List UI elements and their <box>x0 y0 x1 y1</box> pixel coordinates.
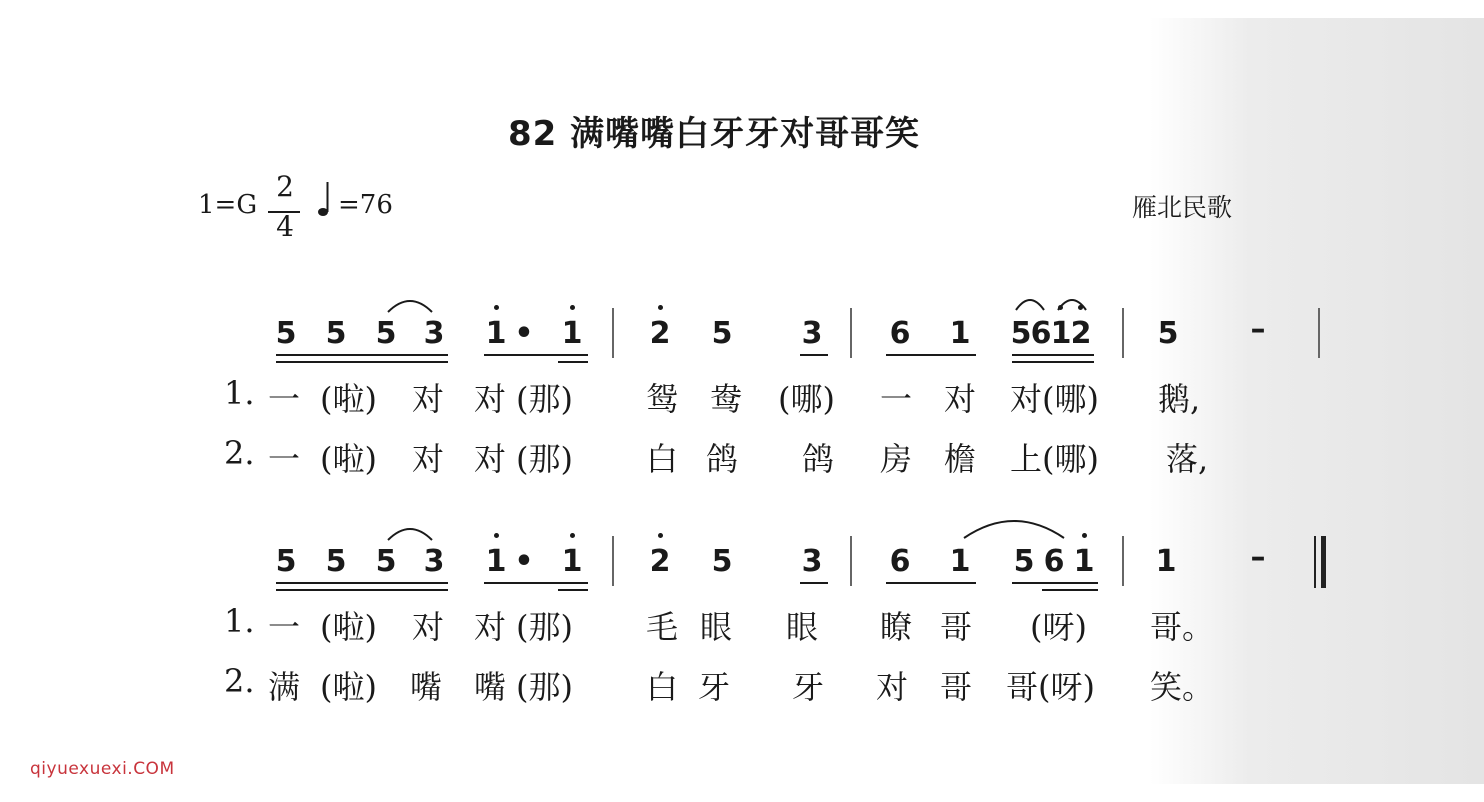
slur <box>964 521 1064 538</box>
lyric-word: 一 <box>268 608 301 646</box>
underline <box>558 589 588 591</box>
bar-line <box>612 308 614 358</box>
lyric-word: 对 <box>474 608 507 646</box>
lyric-word: 一 <box>268 440 301 478</box>
lyric-word: 满 <box>268 668 301 706</box>
underline <box>886 582 976 584</box>
song-title: 82 满嘴嘴白牙牙对哥哥笑 <box>508 114 921 154</box>
slur <box>388 529 432 540</box>
lyric-word: 白 <box>646 440 679 478</box>
final-bar-thin <box>1314 536 1316 588</box>
note: 2 <box>649 544 671 579</box>
lyric-word: (那) <box>516 440 573 478</box>
meter-bottom: 4 <box>276 210 294 243</box>
note: 1 <box>561 544 583 579</box>
lyric-word: 哥(呀) <box>1006 668 1095 706</box>
lyric-word: 瞭 <box>880 608 913 646</box>
octave-dot <box>494 305 499 310</box>
lyric-word: 落, <box>1166 440 1209 478</box>
lyric-word: (啦) <box>320 380 377 418</box>
quarter-note-icon <box>318 178 332 218</box>
verse-number: 2. <box>224 434 255 472</box>
underline <box>484 354 588 356</box>
augmentation-dot: • <box>514 544 534 579</box>
lyric-word: (哪) <box>778 380 835 418</box>
underline <box>800 354 828 356</box>
note: 1 <box>949 544 971 579</box>
dash-hold: – <box>1250 312 1266 347</box>
note: 2 <box>649 316 671 351</box>
key-signature: 1=G <box>198 190 258 220</box>
octave-dot <box>570 305 575 310</box>
note: 5 <box>711 544 733 579</box>
lyric-word: 对 <box>412 380 445 418</box>
lyric-word: 对 <box>876 668 909 706</box>
lyric-word: 对 <box>474 380 507 418</box>
lyric-word: 笑。 <box>1150 668 1215 706</box>
underline <box>276 354 448 356</box>
lyric-word: (那) <box>516 608 573 646</box>
octave-dot <box>658 533 663 538</box>
bar-line <box>1122 536 1124 586</box>
note: 1 <box>561 316 583 351</box>
site-watermark: qiyuexuexi.COM <box>30 759 175 779</box>
verse-number: 2. <box>224 662 255 700</box>
underline <box>484 582 588 584</box>
lyric-word: 眼 <box>786 608 819 646</box>
bar-line <box>850 536 852 586</box>
octave-dot <box>494 533 499 538</box>
lyric-word: 牙 <box>698 668 731 706</box>
note: 6 <box>1030 316 1052 351</box>
bar-line <box>850 308 852 358</box>
underline <box>1012 582 1098 584</box>
octave-dot <box>1082 533 1087 538</box>
note: 5 <box>275 544 297 579</box>
song-source: 雁北民歌 <box>1132 193 1233 222</box>
underline <box>800 582 828 584</box>
note: 5 <box>711 316 733 351</box>
tempo-marking: =76 <box>338 190 393 220</box>
note: 5 <box>375 544 397 579</box>
lyric-word: (啦) <box>320 608 377 646</box>
note: 1 <box>1050 316 1072 351</box>
note: 1 <box>1073 544 1095 579</box>
note: 5 <box>1010 316 1032 351</box>
lyric-word: 一 <box>880 380 913 418</box>
lyric-word: 对 <box>412 440 445 478</box>
note: 5 <box>1157 316 1179 351</box>
octave-dot <box>658 305 663 310</box>
slur <box>388 301 432 312</box>
note: 5 <box>1013 544 1035 579</box>
lyric-word: (啦) <box>320 440 377 478</box>
note: 6 <box>1043 544 1065 579</box>
octave-dot <box>570 533 575 538</box>
octave-dot <box>1078 305 1083 310</box>
lyric-word: 对 <box>944 380 977 418</box>
lyric-word: 鹅, <box>1158 380 1201 418</box>
lyric-word: 鸽 <box>802 440 835 478</box>
final-bar-thick <box>1321 536 1326 588</box>
lyric-word: 上(哪) <box>1010 440 1099 478</box>
lyric-word: (啦) <box>320 668 377 706</box>
note: 3 <box>801 544 823 579</box>
underline <box>1042 589 1098 591</box>
augmentation-dot: • <box>514 316 534 351</box>
verse-number: 1. <box>224 374 255 412</box>
lyric-word: 哥 <box>940 608 973 646</box>
lyric-word: 房 <box>880 440 913 478</box>
note: 5 <box>325 544 347 579</box>
bar-line <box>1318 308 1320 358</box>
lyric-word: 哥。 <box>1150 608 1215 646</box>
underline <box>1012 361 1094 363</box>
bar-line <box>612 536 614 586</box>
lyric-word: 对 <box>474 440 507 478</box>
note: 2 <box>1070 316 1092 351</box>
lyric-word: 眼 <box>700 608 733 646</box>
dash-hold: – <box>1250 540 1266 575</box>
lyric-word: 白 <box>646 668 679 706</box>
underline <box>276 361 448 363</box>
lyric-word: (那) <box>516 668 573 706</box>
lyric-word: 檐 <box>944 440 977 478</box>
note: 1 <box>485 544 507 579</box>
lyric-word: (呀) <box>1030 608 1087 646</box>
note: 5 <box>375 316 397 351</box>
underline <box>886 354 976 356</box>
lyric-word: 一 <box>268 380 301 418</box>
underline <box>1012 354 1094 356</box>
note: 1 <box>949 316 971 351</box>
lyric-word: 鸯 <box>710 380 743 418</box>
note: 3 <box>801 316 823 351</box>
octave-dot <box>1058 305 1063 310</box>
lyric-word: 牙 <box>792 668 825 706</box>
lyric-word: (那) <box>516 380 573 418</box>
underline <box>276 582 448 584</box>
slur <box>1016 300 1044 310</box>
note: 5 <box>275 316 297 351</box>
note: 6 <box>889 544 911 579</box>
lyric-word: 对(哪) <box>1010 380 1099 418</box>
note: 5 <box>325 316 347 351</box>
lyric-word: 哥 <box>940 668 973 706</box>
underline <box>276 589 448 591</box>
note: 6 <box>889 316 911 351</box>
lyric-word: 对 <box>412 608 445 646</box>
note: 1 <box>485 316 507 351</box>
lyric-word: 嘴 <box>410 668 443 706</box>
meter-top: 2 <box>276 170 294 203</box>
lyric-word: 毛 <box>646 608 679 646</box>
note: 3 <box>423 544 445 579</box>
underline <box>558 361 588 363</box>
verse-number: 1. <box>224 602 255 640</box>
lyric-word: 鸳 <box>646 380 679 418</box>
lyric-word: 嘴 <box>474 668 507 706</box>
note: 1 <box>1155 544 1177 579</box>
bar-line <box>1122 308 1124 358</box>
note: 3 <box>423 316 445 351</box>
lyric-word: 鸽 <box>706 440 739 478</box>
